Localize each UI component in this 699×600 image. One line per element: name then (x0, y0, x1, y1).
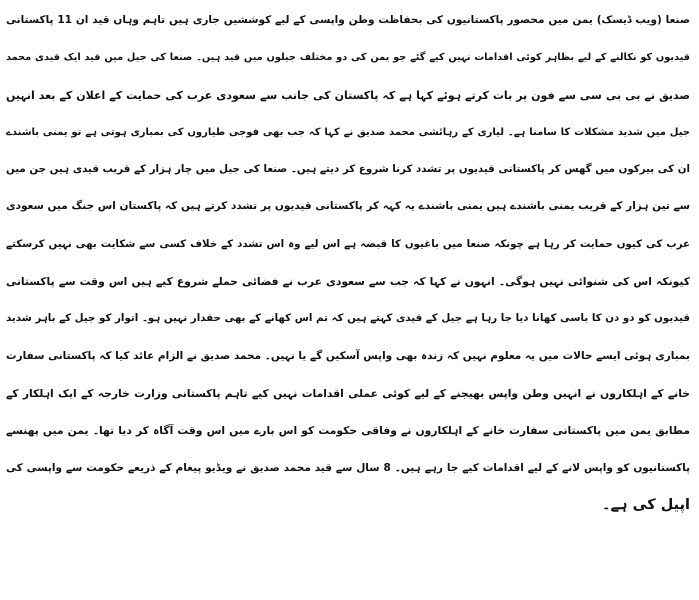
article-line: ان کی بیرکوں میں گھس کر پاکستانی قیدیوں پر تشدد کرنا شروع کر دیتے ہیں۔ صنعا کی جیل میں چار ہزار کے قریب قیدی ہیں جن میں (6, 163, 690, 176)
article-line: بمباری ہوئی ایسے حالات میں یہ معلوم نہیں کہ زندہ بھی واپس آسکیں گے یا نہیں۔ محمد صدیق نے الزام عائد کیا کہ پاکستانی سفارت (6, 349, 690, 362)
article-line: کیونکہ اس کی شنوائی نہیں ہوگی۔ انہوں نے کہا کہ جب سے سعودی عرب نے فضائی حملے شروع کیے ہیں اس وقت سے پاکستانی (6, 275, 690, 289)
article-line: عرب کی کیوں حمایت کر رہا ہے چونکہ صنعا میں باغیوں کا قبضہ ہے اس لیے وہ اس تشدد کے خلاف کسی سے شکایت بھی نہیں کرسکتے (6, 237, 690, 250)
article-line: صدیق نے بی بی سی سے فون پر بات کرتے ہوئے کہا ہے کہ پاکستان کی جانب سے سعودی عرب کی حمایت کے اعلان کے بعد انہیں (6, 88, 690, 102)
article-line: پاکستانیوں کو واپس لانے کے لیے اقدامات کیے جا رہے ہیں۔ 8 سال سے قید محمد صدیق نے ویڈیو پیغام کے ذریعے حکومت سے واپسی کی (6, 461, 690, 474)
article-line: سے تین ہزار کے قریب یمنی باشندے ہیں یمنی باشندے یہ کہہ کر پاکستانی قیدیوں پر تشدد کرتے ہیں کہ پاکستان اس جنگ میں سعودی (6, 200, 690, 213)
article-body (6, 2, 690, 598)
article-line: صنعا (ویب ڈیسک) یمن میں محصور پاکستانیوں کی بحفاظت وطن واپسی کے لیے کوششیں جاری ہیں تاہم وہاں قید ان 11 پاکستانی (6, 14, 690, 26)
article-line: قیدیوں کو دو دن کا باسی کھانا دیا جا رہا ہے جیل کے قیدی کہتے ہیں کہ تم اس کھانے کے بھی حقدار نہیں ہو۔ اتوار کو جیل کے باہر شدید (6, 312, 690, 325)
article-line: خانے کے اہلکاروں نے انہیں وطن واپس بھیجنے کے لیے کوئی عملی اقدامات نہیں کیے تاہم پاکستانی وزارت خارجہ کے ایک اہلکار کے (6, 386, 690, 400)
article-line-last: اپیل کی ہے۔ (602, 496, 690, 513)
article-line: مطابق یمن میں پاکستانی سفارت خانے کے اہلکاروں نے وفاقی حکومت کو اس بارے میں اس وقت آگاہ کر دیا تھا۔ یمن میں پھنسے (6, 424, 690, 438)
article-line: قیدیوں کو نکالنے کے لیے بظاہر کوئی اقدامات نہیں کیے گئے جو یمن کی دو مختلف جیلوں میں قید ہیں۔ صنعا کی جیل میں قید ایک قیدی محمد (6, 52, 690, 64)
article-line: جیل میں شدید مشکلات کا سامنا ہے۔ لیاری کے رہائشی محمد صدیق نے کہا کہ جب بھی فوجی طیاروں کی بمباری ہوتی ہے تو یمنی باشندے (6, 126, 690, 138)
